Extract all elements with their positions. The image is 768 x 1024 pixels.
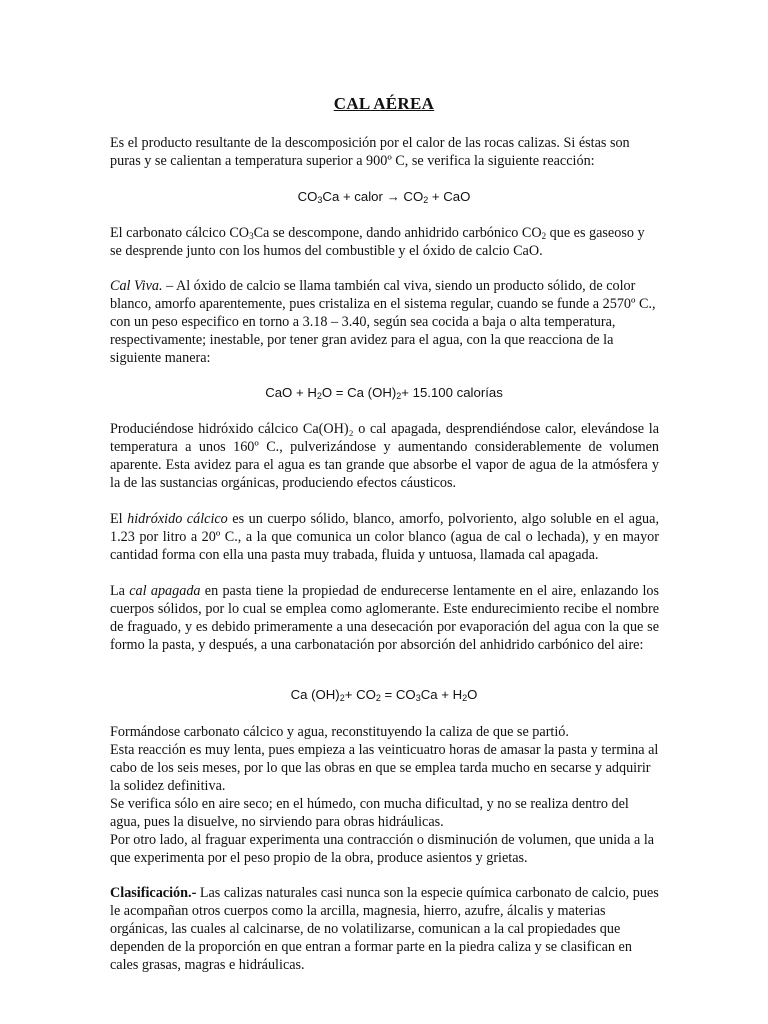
classification-heading: Clasificación.- — [110, 885, 197, 901]
cal-viva-paragraph: Cal Viva. – Al óxido de calcio se llama también cal viva, siendo un producto sólido, de color blanco, amorfo aparentemente, pues cristaliza en el sistema regular, cuando se funde a 2570º C., con un peso especifico en torno a 3.18 – 3.40, según sea cocida a baja o alta temperatura, respectivamente; inestable, por tener gran avidez para el agua, con la que reacciona de la siguiente manera: — [110, 278, 656, 366]
cal-apagada-term: cal apagada — [129, 583, 201, 599]
equation-carbonation: Ca $(OH)_2+ CO_2 = CO_3Ca + H_2O$ — [290, 687, 478, 703]
hydroxide-paragraph: El hidróxido cálcico es un cuerpo sólido, blanco, amorfo, polvoriento, algo soluble en el agua, 1.23 por litro a 20º C., a la que comunica un color blanco (agua de cal o lechada), y en mayor cantidad forma con ella una pasta muy trabada, fluida y untuosa, llamada cal apagada. — [110, 511, 659, 563]
equation-decomposition: $CO_3Ca$ + calor → $CO_2$ + CaO — [297, 189, 471, 205]
slow-reaction-paragraph: Esta reacción es muy lenta, pues empieza a las veinticuatro horas de amasar la pasta y termina al cabo de los seis meses, por lo que las obras en que se emplea tarda mucho en secarse y adquirir la solidez definitiva. — [110, 742, 659, 794]
intro-paragraph: Es el producto resultante de la descomposición por el calor de las rocas calizas. Si éstas son puras y se calientan a temperatura superior a 900º C, se verifica la siguiente reacción: — [110, 135, 630, 169]
contraction-paragraph: Por otro lado, al fraguar experimenta una contracción o disminución de volumen, que unida a la que experimenta por el peso propio de la obra, produce asientos y grietas. — [110, 832, 655, 866]
cal-apagada-paragraph: La cal apagada en pasta tiene la propiedad de endurecerse lentamente en el aire, enlazando los cuerpos sólidos, por lo cual se emplea como aglomerante. Este endurecimiento recibe el nombre de fraguado, y es debido primeramente a una desecación por evaporación del agua con la que se formo la pasta, y después, a una carbonatación por absorción del anhidrido carbónico del aire: — [110, 583, 659, 653]
carbonate-paragraph: El carbonato cálcico $CO_3Ca$ se descompone, dando anhidrido carbónico $CO_2$ que es gaseoso y se desprende junto con los humos del combustible y el óxido de calcio CaO. — [110, 225, 645, 259]
classification-paragraph: Clasificación.- Las calizas naturales casi nunca son la especie química carbonato de calcio, pues le acompañan otros cuerpos como la arcilla, magnesia, hierro, azufre, álcalis y materias orgánicas, las cuales al calcinarse, de no volatilizarse, comunican a la cal propiedades que dependen de la proporción en que entran a formar parte en la piedra caliza y se clasifican en cales grasas, magras e hidráulicas. — [110, 885, 659, 973]
equation-hydration: CaO + $H_2O = Ca$ $(OH)_2+ 15.100$ calorías — [265, 385, 503, 401]
arrow-icon: → — [386, 189, 400, 204]
dry-air-paragraph: Se verifica sólo en aire seco; en el húmedo, con mucha dificultad, y no se realiza dentro del agua, pues la disuelve, no sirviendo para obras hidráulicas. — [110, 796, 629, 830]
carbonate-reformation-paragraph: Formándose carbonato cálcico y agua, reconstituyendo la caliza de que se partió. — [110, 724, 569, 740]
hydroxide-formation-paragraph: Produciéndose hidróxido cálcico Ca(OH)₂ o cal apagada, desprendiéndose calor, elevándose la temperatura a unos 160º C., pulverizándose y aumentando considerablemente de volumen aparente. Esta avidez para el agua es tan grande que absorbe el vapor de agua de la atmósfera y la de las sustancias orgánicas, produciendo efectos cáusticos. — [110, 421, 659, 491]
cal-viva-term: Cal Viva. — [110, 278, 163, 294]
hidroxido-term: hidróxido cálcico — [127, 511, 228, 527]
document-title: CAL AÉREA — [333, 94, 435, 113]
